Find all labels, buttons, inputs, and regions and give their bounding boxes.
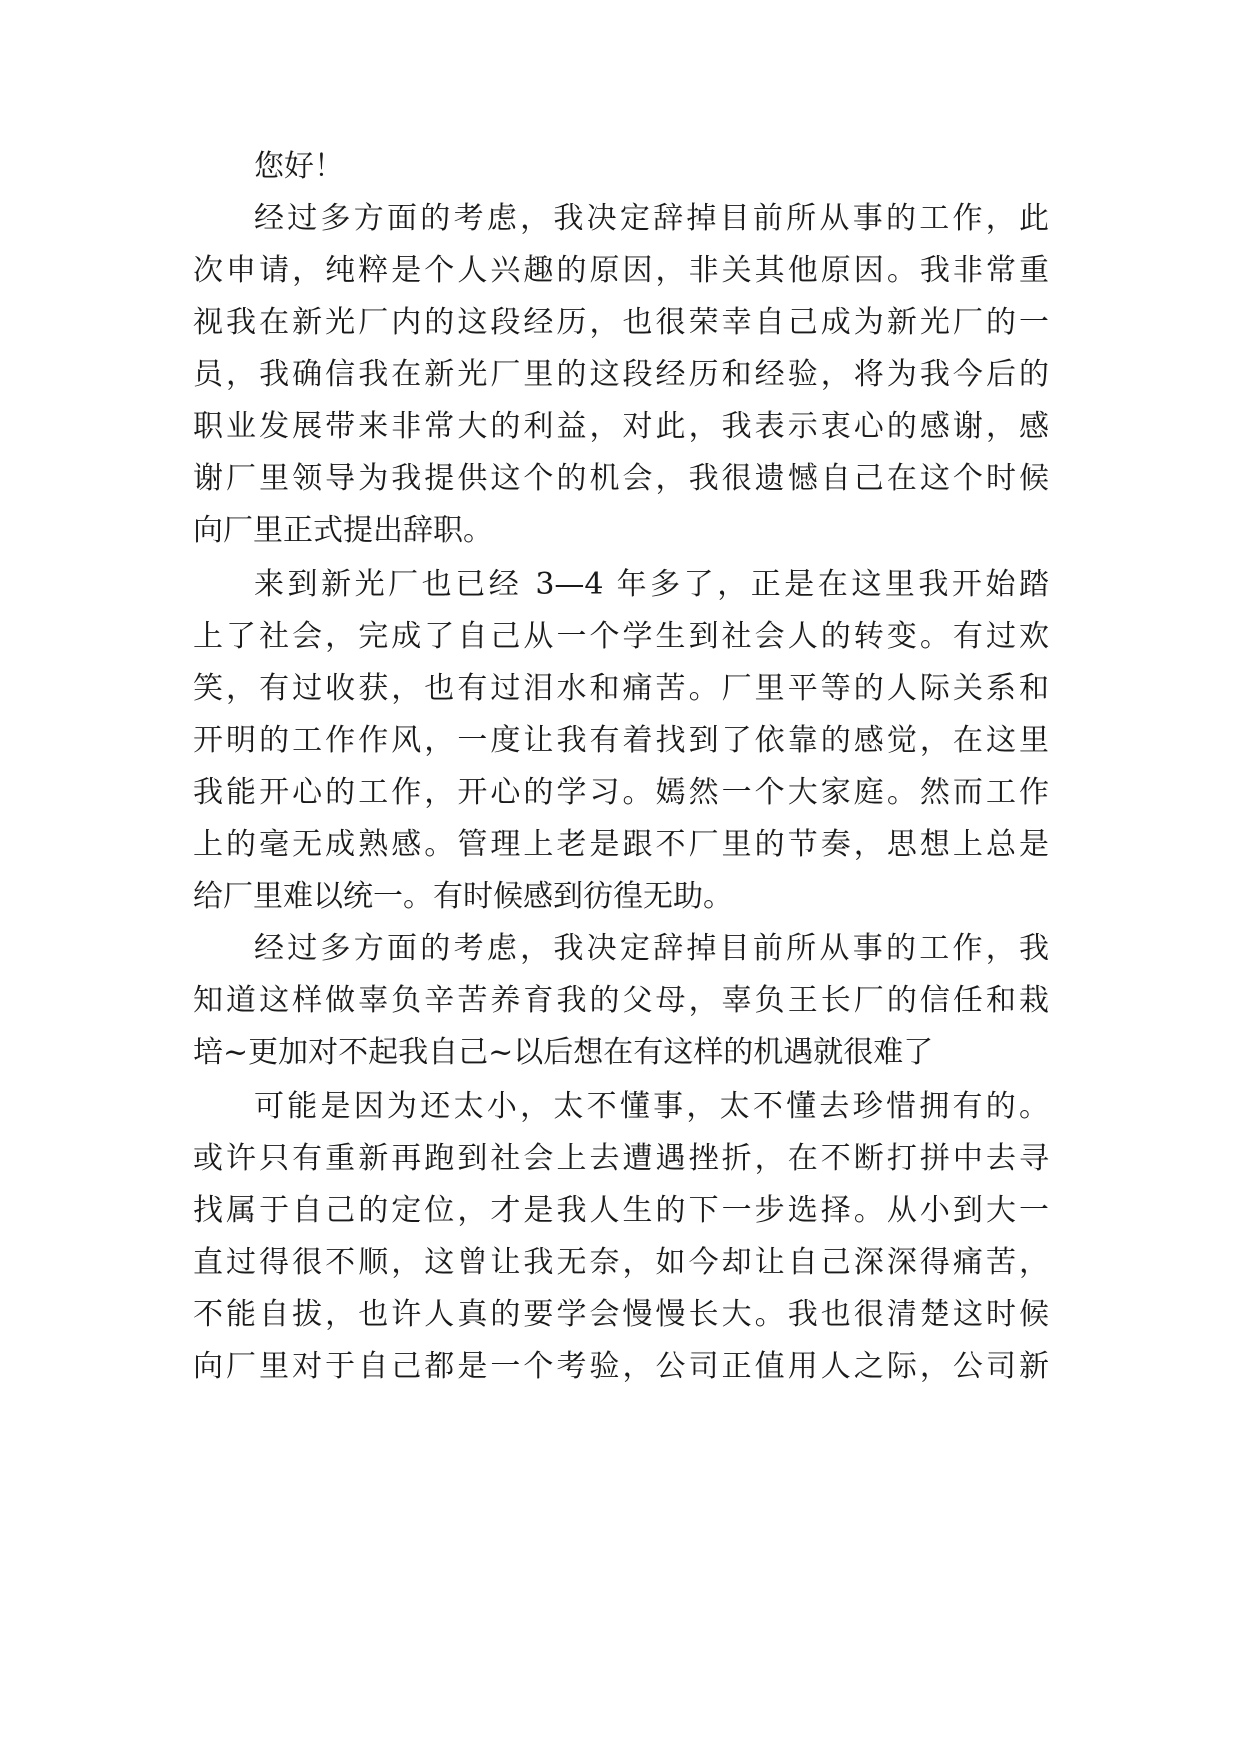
paragraph-line: 职业发展带来非常大的利益，对此，我表示衷心的感谢，感 [193,409,1049,444]
paragraph-line: 上的毫无成熟感。管理上老是跟不厂里的节奏，思想上总是 [193,827,1049,862]
paragraph-line: 向厂里正式提出辞职。 [193,513,493,548]
paragraph-line: 经过多方面的考虑，我决定辞掉目前所从事的工作，我 [254,931,1049,966]
paragraph-line: 培~更加对不起我自己~以后想在有这样的机遇就很难了 [193,1035,934,1070]
paragraph-line: 笑，有过收获，也有过泪水和痛苦。厂里平等的人际关系和 [193,671,1049,706]
paragraph-line: 向厂里对于自己都是一个考验，公司正值用人之际，公司新 [193,1349,1049,1384]
paragraph-line: 员，我确信我在新光厂里的这段经历和经验，将为我今后的 [193,357,1049,392]
paragraph-line: 视我在新光厂内的这段经历，也很荣幸自己成为新光厂的一 [193,305,1049,340]
paragraph-line: 给厂里难以统一。有时候感到彷徨无助。 [193,879,733,914]
paragraph-line: 直过得很不顺，这曾让我无奈，如今却让自己深深得痛苦， [193,1245,1049,1280]
greeting-line: 您好！ [254,149,344,184]
paragraph-line: 可能是因为还太小，太不懂事，太不懂去珍惜拥有的。 [254,1089,1049,1124]
paragraph-line: 我能开心的工作，开心的学习。嫣然一个大家庭。然而工作 [193,775,1049,810]
paragraph-line: 上了社会，完成了自己从一个学生到社会人的转变。有过欢 [193,619,1049,654]
paragraph-line: 不能自拔，也许人真的要学会慢慢长大。我也很清楚这时候 [193,1297,1049,1332]
paragraph-line: 来到新光厂也已经 3—4 年多了，正是在这里我开始踏 [254,567,1049,602]
paragraph-line: 谢厂里领导为我提供这个的机会，我很遗憾自己在这个时候 [193,461,1049,496]
paragraph-line: 知道这样做辜负辛苦养育我的父母，辜负王长厂的信任和栽 [193,983,1049,1018]
paragraph-line: 或许只有重新再跑到社会上去遭遇挫折，在不断打拼中去寻 [193,1141,1049,1176]
paragraph-line: 开明的工作作风，一度让我有着找到了依靠的感觉，在这里 [193,723,1049,758]
paragraph-line: 次申请，纯粹是个人兴趣的原因，非关其他原因。我非常重 [193,253,1049,288]
paragraph-line: 经过多方面的考虑，我决定辞掉目前所从事的工作，此 [254,201,1049,236]
paragraph-line: 找属于自己的定位，才是我人生的下一步选择。从小到大一 [193,1193,1049,1228]
